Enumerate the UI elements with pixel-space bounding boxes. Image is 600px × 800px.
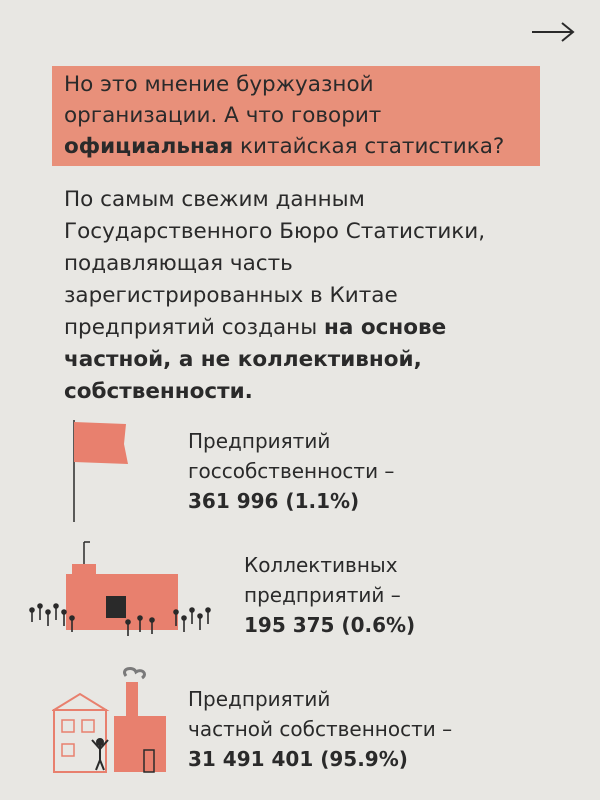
body-paragraph [64, 184, 544, 408]
body-line-6-bold: частной, а не коллективной, [64, 347, 422, 372]
body-line-5-plain: предприятий созданы [64, 315, 325, 340]
body-line-4: зарегистрированных в Китае [64, 283, 398, 308]
body-line-6 [64, 344, 544, 376]
headline-line-1: Но это мнение буржуазной [64, 72, 374, 97]
headline-line-2: организации. А что говорит [64, 103, 382, 128]
body-line-1: По самым свежим данным [64, 187, 365, 212]
stat-3-line-2: частной собственности – [188, 717, 453, 741]
body-line-3: подавляющая часть [64, 251, 293, 276]
factory-crowd-icon [24, 540, 214, 640]
stat-3-line-1: Предприятий [188, 687, 331, 711]
arrow-right-icon[interactable] [530, 20, 576, 44]
stat-2-line-1: Коллективных [244, 553, 398, 577]
stat-2-value: 195 375 (0.6%) [244, 613, 416, 637]
stat-2-line-2: предприятий – [244, 583, 401, 607]
body-line-5-bold: на основе [324, 315, 447, 340]
red-flag-icon [64, 416, 144, 526]
headline-line-3 [64, 131, 554, 162]
headline-bold: официальная [64, 134, 234, 159]
stat-1-line-1: Предприятий [188, 429, 331, 453]
stat-state-enterprises [188, 426, 394, 516]
stat-3-value: 31 491 401 (95.9%) [188, 747, 408, 771]
body-line-7-bold: собственности. [64, 379, 253, 404]
body-line-7 [64, 376, 544, 408]
headline [64, 69, 554, 162]
body-line-2: Государственного Бюро Статистики, [64, 219, 486, 244]
stat-1-line-2: госсобственности – [188, 459, 395, 483]
stat-private-enterprises [188, 684, 452, 774]
headline-rest: китайская статистика? [233, 134, 505, 159]
body-line-5 [64, 312, 544, 344]
stat-1-value: 361 996 (1.1%) [188, 489, 360, 513]
private-factory-icon [52, 664, 172, 774]
stat-collective-enterprises [244, 550, 415, 640]
